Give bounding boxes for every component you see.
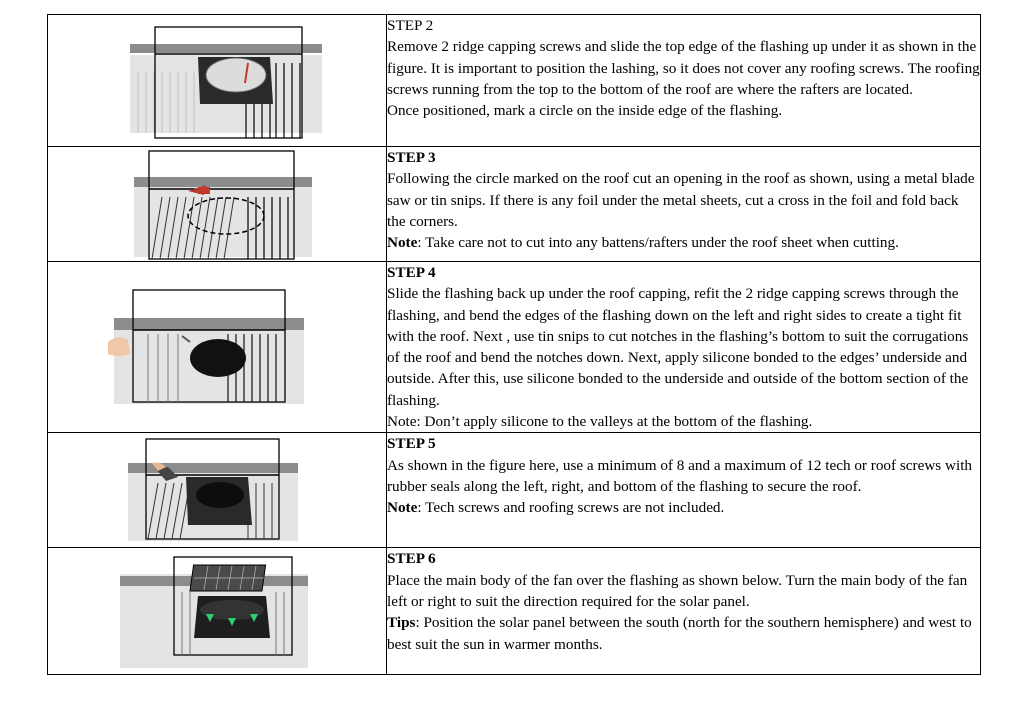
step-instructions: Place the main body of the fan over the flashing as shown below. Turn the main body of the fan left or right to suit the direction required for the solar panel.	[387, 571, 968, 610]
instructions-table	[47, 14, 981, 675]
step-note	[387, 232, 980, 253]
step-instructions: As shown in the figure here, use a minimum of 8 and a maximum of 12 tech or roof screws with rubber seals along the left, right, and bottom of the flashing to secure the roof.	[387, 456, 973, 495]
step-row	[48, 147, 981, 262]
step-instructions: Remove 2 ridge capping screws and slide the top edge of the flashing up under it as shown in the figure. It is important to position the lashing, so it does not cover any roofing screws. The roofing screws running from the top to the bottom of the roof are where the rafters are located.	[387, 38, 980, 98]
step-text-cell	[387, 548, 981, 675]
step-title: STEP 4	[387, 264, 436, 281]
step-title: STEP 5	[387, 435, 436, 453]
tips-text: : Position the solar panel between the south (north for the southern hemisphere) and west to best suit the sun in warmer months.	[387, 614, 972, 653]
step-note	[387, 612, 980, 655]
step-instructions: Slide the flashing back up under the roof capping, refit the 2 ridge capping screws through the flashing, and bend the edges of the flashing down on the left and right sides to create a tight fit with the roof. Next , use tin snips to cut notches in the flashing’s bottom to suit the corrugations of the roof and bend the notches down. Next, apply silicone bonded to the edges’ underside and outside. After this, use silicone bonded to the underside and outside of the bottom section of the flashing.	[387, 285, 969, 409]
step-text-cell	[387, 433, 981, 548]
note-text: : Tech screws and roofing screws are not included.	[417, 499, 725, 517]
screw-fixing-illustration	[48, 433, 386, 547]
flashing-sealing-illustration	[48, 262, 386, 430]
step-note	[387, 497, 980, 518]
step-row	[48, 15, 981, 147]
step-instructions: Once positioned, mark a circle on the inside edge of the flashing.	[387, 102, 783, 120]
step-title: STEP 6	[387, 550, 436, 568]
step-row	[48, 262, 981, 433]
step-text-cell	[387, 15, 981, 147]
note-label: Note	[387, 499, 418, 517]
step-instructions: Following the circle marked on the roof cut an opening in the roof as shown, using a metal blade saw or tin snips. If there is any foil under the metal sheets, cut a cross in the foil and fold back the corners.	[387, 170, 975, 230]
flashing-placement-illustration	[48, 15, 386, 146]
note-text: : Take care not to cut into any battens/rafters under the roof sheet when cutting.	[417, 234, 899, 252]
tips-label: Tips	[387, 614, 416, 632]
step-illustration-cell	[48, 15, 387, 147]
step-text-cell	[387, 262, 981, 433]
step-title: STEP 2	[387, 17, 434, 34]
step-illustration-cell	[48, 548, 387, 675]
step-illustration-cell	[48, 433, 387, 548]
roof-cutting-illustration	[48, 147, 386, 261]
step-text-cell	[387, 147, 981, 262]
step-illustration-cell	[48, 262, 387, 433]
fan-mounting-illustration	[48, 548, 386, 674]
note-label: Note	[387, 234, 418, 252]
step-title: STEP 3	[387, 149, 436, 166]
step-row	[48, 433, 981, 548]
step-illustration-cell	[48, 147, 387, 262]
step-row	[48, 548, 981, 675]
step-note: Note: Don’t apply silicone to the valleys at the bottom of the flashing.	[387, 413, 813, 431]
